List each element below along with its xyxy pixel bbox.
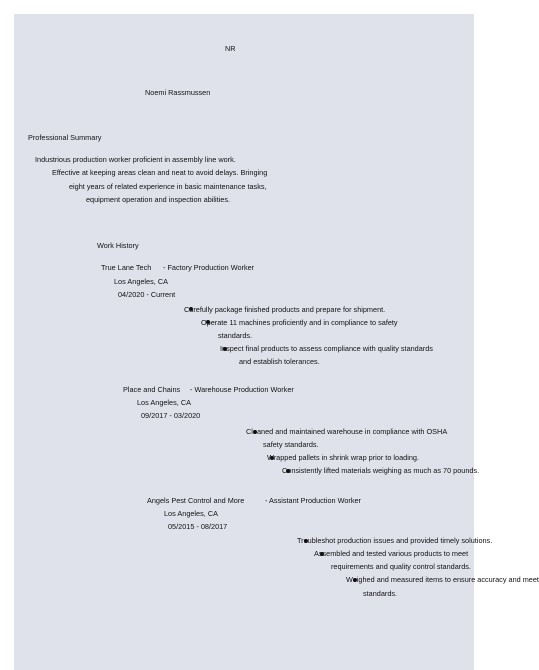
summary-line: Industrious production worker proficient in assembly line work. (35, 155, 236, 164)
resume-name: Noemi Rassmussen (145, 88, 211, 97)
resume-initials: NR (225, 44, 236, 53)
job-location: Los Angeles, CA (164, 509, 218, 518)
job-dates: 05/2015 - 08/2017 (168, 522, 228, 531)
job-bullet-text: Consistently lifted materials weighing as much as 70 pounds. (282, 466, 480, 475)
job-bullet-text: and establish tolerances. (239, 357, 320, 366)
job-bullet-text: standards. (363, 589, 398, 598)
summary-line: equipment operation and inspection abilities. (86, 195, 231, 204)
work-history-heading: Work History (97, 241, 139, 250)
summary-line: eight years of related experience in basic maintenance tasks, (69, 182, 267, 191)
job-title: - Factory Production Worker (163, 263, 255, 272)
job-bullet-text: safety standards. (263, 440, 319, 449)
job-employer: Angels Pest Control and More (147, 496, 245, 505)
job-title: - Assistant Production Worker (265, 496, 361, 505)
job-bullet-text: Wrapped pallets in shrink wrap prior to loading. (267, 453, 419, 462)
job-bullet-text: standards. (218, 331, 253, 340)
job-bullet-text: Troubleshot production issues and provided timely solutions. (297, 536, 493, 545)
job-dates: 09/2017 - 03/2020 (141, 411, 201, 420)
job-bullet-text: Inspect final products to assess compliance with quality standards (220, 344, 433, 353)
job-bullet-text: Cleaned and maintained warehouse in compliance with OSHA (246, 427, 448, 436)
summary-heading: Professional Summary (28, 133, 102, 142)
job-bullet-text: Weighed and measured items to ensure accuracy and meet (346, 575, 539, 584)
job-bullet-text: Carefully package finished products and prepare for shipment. (184, 305, 386, 314)
job-location: Los Angeles, CA (137, 398, 191, 407)
resume-page (14, 14, 539, 670)
job-location: Los Angeles, CA (114, 277, 168, 286)
job-bullet-text: requirements and quality control standards. (331, 562, 471, 571)
job-dates: 04/2020 - Current (118, 290, 176, 299)
job-bullet-text: Assembled and tested various products to meet (314, 549, 469, 558)
job-employer: True Lane Tech (101, 263, 152, 272)
job-employer: Place and Chains (123, 385, 181, 394)
job-bullet-text: Operate 11 machines proficiently and in compliance to safety (201, 318, 398, 327)
job-title: - Warehouse Production Worker (190, 385, 294, 394)
summary-line: Effective at keeping areas clean and neat to avoid delays. Bringing (52, 168, 268, 177)
